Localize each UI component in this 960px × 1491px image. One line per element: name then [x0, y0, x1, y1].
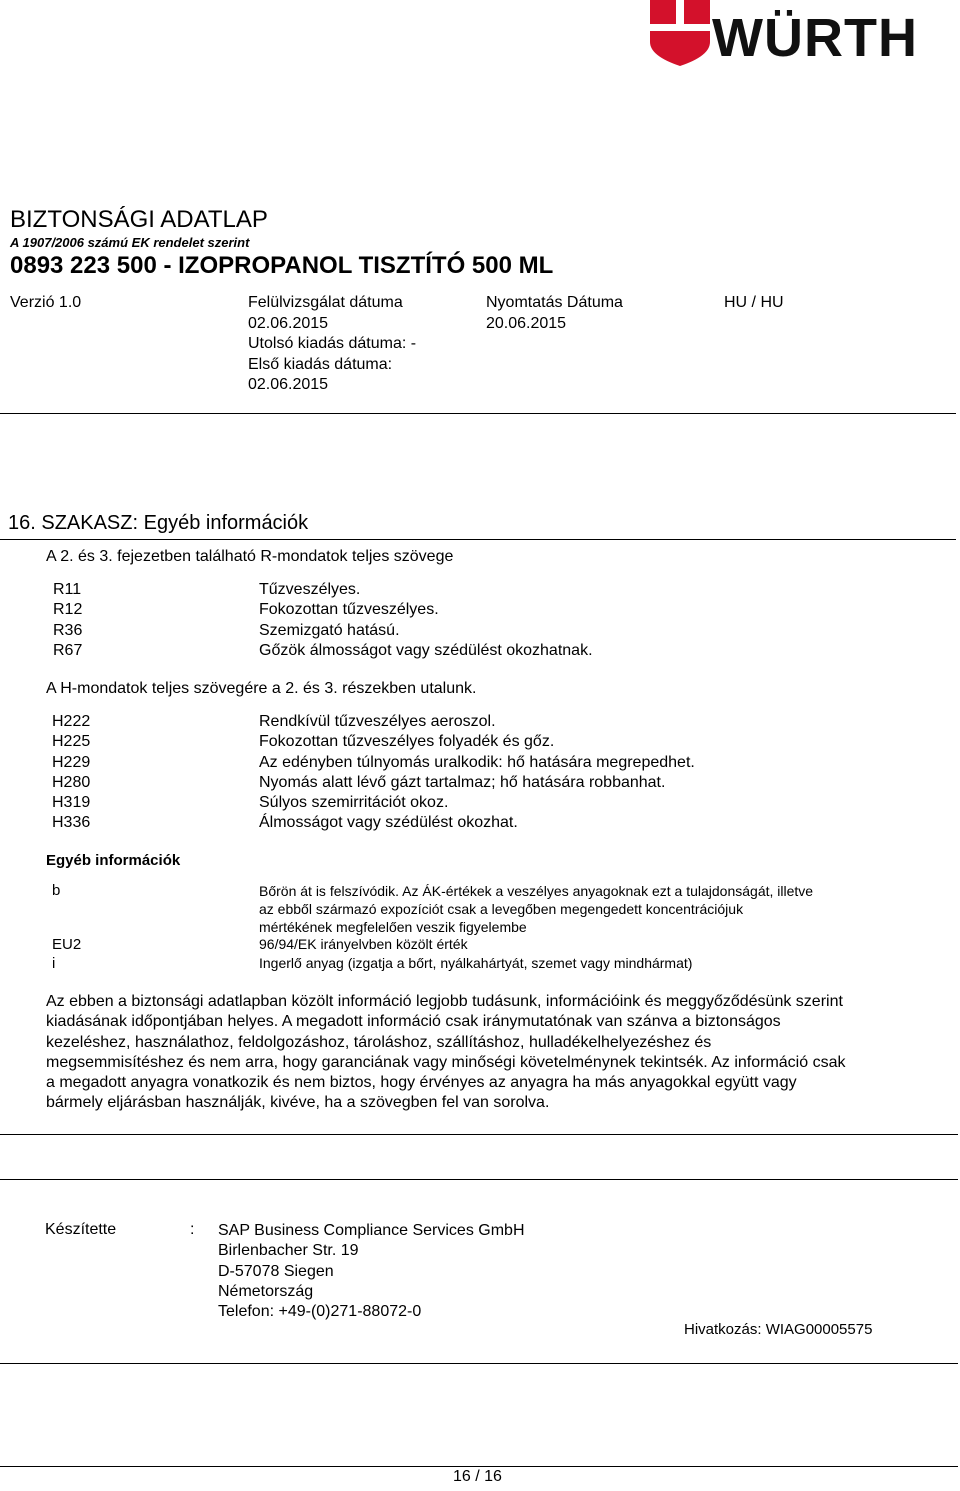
revision-dates: Felülvizsgálat dátuma 02.06.2015 Utolsó kiadás dátuma: - Első kiadás dátuma: 02.06.2015 [248, 294, 417, 393]
h-text: Súlyos szemirritációt okoz. [259, 794, 449, 812]
regulation-subtitle: A 1907/2006 számú EK rendelet szerint [10, 235, 250, 250]
language: HU / HU [724, 294, 784, 311]
body-end-divider [0, 1134, 958, 1135]
other-text-i: Ingerlő anyag (izgatja a bőrt, nyálkahártyát, szemet vagy mindhármat) [259, 955, 693, 971]
h-text: Fokozottan tűzveszélyes folyadék és gőz. [259, 733, 555, 751]
disclaimer-paragraph: Az ebben a biztonsági adatlapban közölt információ legjobb tudásunk, információink és meggyőződésünk szerint kiadásának időpontjában helyes. A megadott információ csak iránymutatónak van szánva a biztonságos kezeléshez, használathoz, feldolgozáshoz, tároláshoz, szállításhoz, hulladékelhelyezéshez és megsemmisítéshez és nem arra, hogy garanciának vagy minőségi követelménynek tekintsék. Az információ csak a megadott anyagra vonatkozik és nem biztos, hogy érvényes az anyagra ha más anyagokkal együtt vagy bármely eljárásban használják, kivéve, ha a szövegben fel van sorolva. [46, 993, 846, 1112]
r-code: R36 [53, 621, 83, 639]
r-code: R67 [53, 641, 83, 659]
section-title: 16. SZAKASZ: Egyéb információk [8, 512, 309, 534]
r-texts [259, 580, 593, 661]
page-number-divider [0, 1466, 958, 1467]
h-phrases-heading: A H-mondatok teljes szövegére a 2. és 3. részekben utalunk. [46, 680, 477, 697]
page-number: 16 / 16 [453, 1468, 502, 1485]
r-text: Gőzök álmosságot vagy szédülést okozhatnak. [259, 641, 593, 659]
footer-top-divider [0, 1179, 958, 1180]
r-code: R11 [53, 581, 82, 598]
h-code: H319 [52, 794, 91, 812]
section-title-divider [0, 539, 956, 540]
h-code: H336 [52, 814, 91, 832]
h-text: Az edényben túlnyomás uralkodik: hő hatására megrepedhet. [259, 753, 695, 771]
prepared-by-address: SAP Business Compliance Services GmbH Birlenbacher Str. 19 D-57078 Siegen Németország Telefon: +49-(0)271-88072-0 [218, 1222, 525, 1321]
h-code: H225 [52, 733, 91, 751]
other-code-b: b [52, 882, 61, 899]
r-text: Szemizgató hatású. [259, 621, 400, 639]
h-code: H280 [52, 773, 91, 791]
h-codes [52, 712, 90, 834]
h-code: H229 [52, 753, 91, 771]
footer-bottom-divider [0, 1363, 958, 1364]
other-info-heading: Egyéb információk [46, 852, 181, 869]
r-text: Tűzveszélyes. [259, 581, 361, 598]
prepared-by-label: Készítette [45, 1221, 117, 1238]
prepared-by-colon: : [190, 1221, 195, 1238]
brand-wordmark: WÜRTH [712, 8, 918, 68]
h-texts [259, 712, 695, 834]
r-codes [53, 580, 82, 661]
version: Verzió 1.0 [10, 294, 82, 311]
r-phrases-heading: A 2. és 3. fejezetben található R-mondatok teljes szövege [46, 548, 454, 565]
h-text: Álmosságot vagy szédülést okozhat. [259, 814, 518, 832]
r-code: R12 [53, 601, 83, 619]
document-title: BIZTONSÁGI ADATLAP [10, 206, 268, 233]
other-code-i: i [52, 955, 56, 972]
header-divider [0, 413, 956, 414]
print-date: Nyomtatás Dátuma 20.06.2015 [486, 294, 623, 332]
r-text: Fokozottan tűzveszélyes. [259, 601, 439, 619]
other-text-b: Bőrön át is felszívódik. Az ÁK-értékek a veszélyes anyagoknak ezt a tulajdonságát, illetve az ebből származó expozíciót csak a levegőben megengedett koncentrációjuk mértékének megfelelően veszik figyelembe [259, 883, 814, 935]
h-text: Rendkívül tűzveszélyes aeroszol. [259, 713, 496, 730]
product-name: 0893 223 500 - IZOPROPANOL TISZTÍTÓ 500 ML [10, 252, 554, 279]
other-text-eu2: 96/94/EK irányelvben közölt érték [259, 936, 468, 952]
h-code: H222 [52, 713, 91, 730]
h-text: Nyomás alatt lévő gázt tartalmaz; hő hatására robbanhat. [259, 773, 666, 791]
other-code-eu2: EU2 [52, 936, 82, 953]
reference-number: Hivatkozás: WIAG00005575 [684, 1321, 873, 1338]
